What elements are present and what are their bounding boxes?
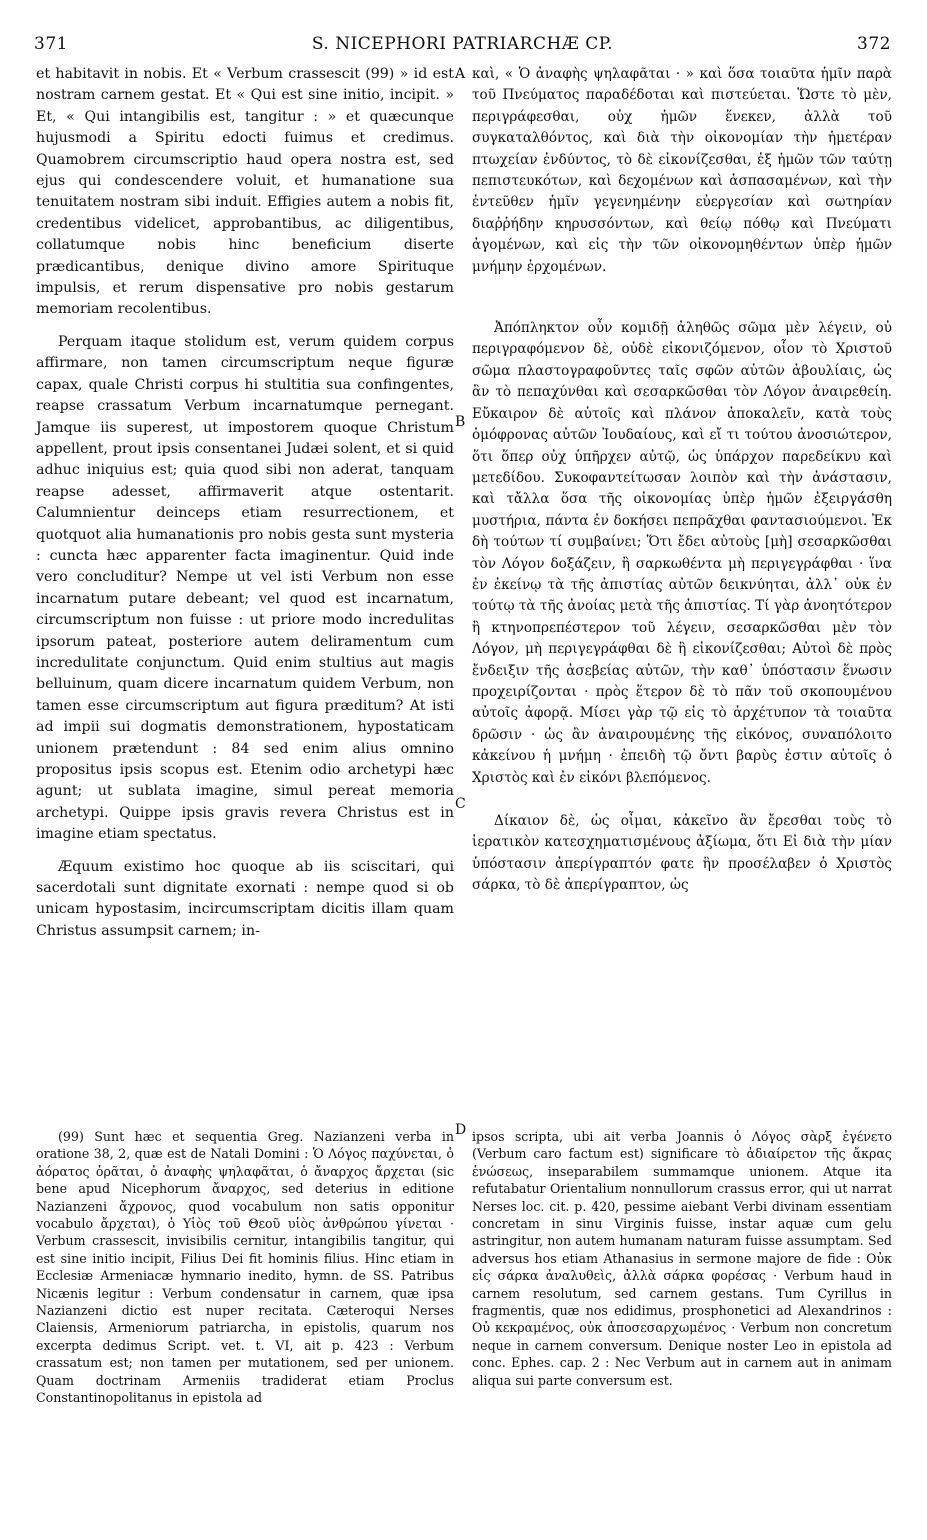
- latin-paragraph: Æquum existimo hoc quoque ab iis sciscitari, qui sacerdotali sunt dignitate exornati : nempe quod si ob unicam hypostasim, incircumscriptam dicitis illam quam Christus assumpsit carnem; in-: [36, 858, 454, 939]
- latin-column: [36, 64, 454, 953]
- running-header: [34, 34, 891, 60]
- margin-letter-d: D: [455, 1122, 467, 1138]
- greek-paragraph: Δίκαιον δὲ, ὡς οἶμαι, κἀκεῖνο ἂν ἔρεσθαι τοὺς τὸ ἱερατικὸν κατεσχηματισμένους ἀξίωμα, ὅτι Εἰ διὰ τὴν μίαν ὑπόστασιν ἀπερίγραπτόν φατε ἣν προσέλαβεν ὁ Χριστὸς σάρκα, τὸ δὲ ἀπερίγραπτον, ὡς: [472, 813, 892, 894]
- margin-letter-b: B: [455, 414, 466, 430]
- footnote-text: ipsos scripta, ubi ait verba Joannis ὁ Λόγος σὰρξ ἐγένετο (Verbum caro factum est) significare τὸ ἀδιαίρετον τῆς ἄκρας ἑνώσεως, inseparabilem summamque unionem. Atque ita refutabatur Orientalium nonnullorum crassus error, qui ut narrat Nerses loc. cit. p. 420, pessime aiebant Verbi divinam essentiam concretam in sinu Virginis fuisse, instar aquæ cum gelu astringitur, non autem humanam naturam fuisse assumptam. Sed adversus hos etiam Athanasius in sermone majore de fide : Οὐκ εἰς σάρκα ἀναλυθεὶς, ἀλλὰ σάρκα φορέσας · Verbum haud in carnem resolutum, sed carnem gestans. Tum Cyrillus in fragmentis, quæ nos edidimus, prosphonetici ad Alexandrinos : Οὐ κεκραμένος, οὐκ ἀποσεσαρχωμένος · Verbum non concretum neque in carnem conversum. Denique noster Leo in epistola ad conc. Ephes. cap. 2 : Nec Verbum aut in carnem aut in animam aliqua sui parte conversum est.: [472, 1129, 892, 1388]
- margin-letter-c: C: [455, 796, 466, 812]
- greek-paragraph: Ἀπόπληκτον οὖν κομιδῇ ἀληθῶς σῶμα μὲν λέγειν, οὐ περιγραφόμενον δὲ, οὐδὲ εἰκονιζόμενον, οἷον τὸ Χριστοῦ σῶμα πλαστογραφοῦντες ταῖς σφῶν αὐτῶν ἀβουλίαις, ὡς ἂν τὸ πεπαχύνθαι καὶ σεσαρκῶσθαι τὸν Λόγον ἀναιρεθείη. Εὔκαιρον δὲ αὐτοῖς καὶ πλάνον ἀποκαλεῖν, κατὰ τοὺς ὁμόφρονας αὐτῶν Ἰουδαίους, καὶ εἴ τι τούτου ἀνοσιώτερον, ὅτι ὅπερ οὐχ ὑπῆρχεν αὐτῷ, ὡς ὑπάρχον παρεδείκνυ καὶ μετεδίδου. Συκοφαντείτωσαν λοιπὸν καὶ τὴν ἀνάστασιν, καὶ τἄλλα ὅσα τῆς οἰκονομίας ὑπὲρ ἡμῶν ἐξειργάσθη μυστήρια, πάντα ἐν δοκήσει πεπρᾶχθαι φαντασιούμενοι. Ἐκ δὴ τούτων τί συμβαίνει; Ὅτι ἔδει αὐτοὺς [μὴ] σεσαρκῶσθαι τὸν Λόγον δοξάζειν, ἢ σαρκωθέντα μὴ περιγεγράφθαι · ἵνα ἐν ἐκείνῳ τὰ τῆς ἀπιστίας αὐτῶν δεικνύηται, ἀλλ᾽ οὐκ ἐν τούτῳ τὰ τῆς ἀνοίας μετὰ τῆς ἀπιστίας. Τί γὰρ ἀνοητότερον ἢ κτηνοπρεπέστερον τοῦ λέγειν, σεσαρκῶσθαι μὲν τὸν Λόγον, μὴ περιγεγράφθαι δὲ ἢ εἰκονίζεσθαι; Αὐτοὶ δὲ πρὸς ἔνδειξιν τῆς ἀσεβείας αὐτῶν, τὴν καθ᾽ ὑπόστασιν ἕνωσιν προχειρίζονται · πρὸς ἕτερον δὲ τὸ πᾶν τοῦ σκοπουμένου αὐτοῖς ἀφορᾷ. Μίσει γὰρ τῷ εἰς τὸ ἀρχέτυπον τὰ τοιαῦτα δρῶσιν · ὡς ἂν ἀναιρουμένης τῆς εἰκόνος, συναπόλοιτο κἀκείνου ἡ μνήμη · ἐπειδὴ τῷ ὄντι βαρὺς ἐστιν αὐτοῖς ὁ Χριστὸς καὶ ἐν εἰκόνι βλεπόμενος.: [472, 320, 892, 786]
- footnote-left: [36, 1128, 454, 1407]
- latin-paragraph: et habitavit in nobis. Et « Verbum crassescit (99) » id est nostram carnem gestat. Et « Qui est sine initio, incipit. » Et, « Qui intangibilis est, tangitur : » et quæcunque hujusmodi a Spiritu edocti fuimus et credimus. Quamobrem circumscriptio haud opera nostra est, sed ejus qui condescendere voluit, et humanatione sua tenuitatem nostram sibi induit. Effigies autem a nobis fit, credentibus videlicet, approbantibus, ac diligentibus, collatumque nobis hinc beneficium diserte prædicantibus, denique divino amore Spirituque impulsis, et rerum dispensative pro nobis gestarum memoriam recolentibus.: [36, 66, 454, 318]
- page-number-right: 372: [857, 34, 891, 54]
- margin-letter-a: A: [455, 66, 466, 82]
- running-title: S. NICEPHORI PATRIARCHÆ CP.: [311, 34, 614, 54]
- greek-paragraph: καὶ, « Ὁ ἀναφὴς ψηλαφᾶται · » καὶ ὅσα τοιαῦτα ἡμῖν παρὰ τοῦ Πνεύματος παραδέδοται καὶ πιστεύεται. Ὥστε τὸ μὲν, περιγράφεσθαι, οὐχ ἡμῶν ἕνεκεν, ἀλλὰ τοῦ συγκαταλθόντος, καὶ διὰ τὴν οἰκονομίαν τὴν ἡμετέραν πτωχείαν ἐνδύντος, τὸ δὲ εἰκονίζεσθαι, ἐξ ἡμῶν τῶν ταύτῃ πεπιστευκότων, καὶ δεχομένων καὶ ἀσπασαμένων, καὶ τὴν ἐντεῦθεν ἡμῖν γεγενημένην εὐεργεσίαν καὶ σωτηρίαν διαῤῥήδην κηρυσσόντων, καὶ θείῳ πόθῳ καὶ Πνεύματι ἀγομένων, καὶ εἰς τὴν τῶν οἰκονομηθέντων ὑπὲρ ἡμῶν μνήμην ἐρχομένων.: [472, 66, 892, 275]
- page-number-left: 371: [34, 34, 68, 54]
- footnote-right: [472, 1128, 892, 1389]
- footnote-text: (99) Sunt hæc et sequentia Greg. Nazianzeni verba in oratione 38, 2, quæ est de Natali Domini : Ὁ Λόγος παχύνεται, ὁ ἀόρατος ὁρᾶται, ὁ ἀναφὴς ψηλαφᾶται, ὁ ἄναρχος ἄρχεται (sic bene apud Nicephorum ἄναρχος, sed deterius in editione Nazianzeni ἄχρονος, quod vocabulum non satis opponitur vocabulo ἄρχεται), ὁ Υἱὸς τοῦ Θεοῦ υἱὸς ἀνθρώπου γίνεται · Verbum crassescit, invisibilis cernitur, intangibilis tangitur, qui est sine initio incipit, Filius Dei fit hominis filius. Hinc etiam in Ecclesiæ Armeniacæ hymnario inedito, hymn. de SS. Patribus Nicænis legitur : Verbum condensatur in carnem, quæ ipsa Nazianzeni dictio est nuper recitata. Cæteroqui Nerses Claiensis, Armeniorum patriarcha, in epistolis, quarum nos excerpta dedimus Script. vet. t. VI, ait p. 423 : Verbum crassatum est; non tamen per mutationem, sed per unionem. Quam doctrinam Armeniis tradiderat etiam Proclus Constantinopolitanus in epistola ad: [36, 1129, 454, 1406]
- latin-paragraph: Perquam itaque stolidum est, verum quidem corpus affirmare, non tamen circumscriptum neque figuræ capax, quale Christi corpus hi stultitia sua confingentes, reapse crassatum Verbum incarnatumque pernegant. Jamque iis superest, ut impostorem quoque Christum appellent, prout ipsis consentanei Judæi solent, et si quid adhuc iniquius est; quia quod sibi non aderat, tanquam reapse adesset, affirmaverit atque ostentarit. Calumnientur deinceps etiam resurrectionem, et quotquot alia humanationis pro nobis gesta sunt mysteria : cuncta hæc apparenter facta imaginentur. Quid inde vero concluditur? Nempe ut vel isti Verbum non esse incarnatum putare debeant; vel quod est incarnatum, circumscriptum non fuisse : ut priore modo incredulitas ipsorum pateat, posteriore autem deliramentum cum incredulitate conjunctum. Quid enim stultius aut magis belluinum, quam dicere incarnatum quidem Verbum, non tamen esse circumscriptum aut figura præditum? At isti ad impii sui dogmatis demonstrationem, hypostaticam unionem prætendunt : 84 sed enim alius omnino propositus ipsis scopus est. Etenim odio archetypi hæc agunt; ut sublata imagine, simul pereat memoria archetypi. Quippe ipsis gravis revera Christus est in imagine etiam spectatus.: [36, 333, 454, 843]
- greek-column: [472, 64, 892, 908]
